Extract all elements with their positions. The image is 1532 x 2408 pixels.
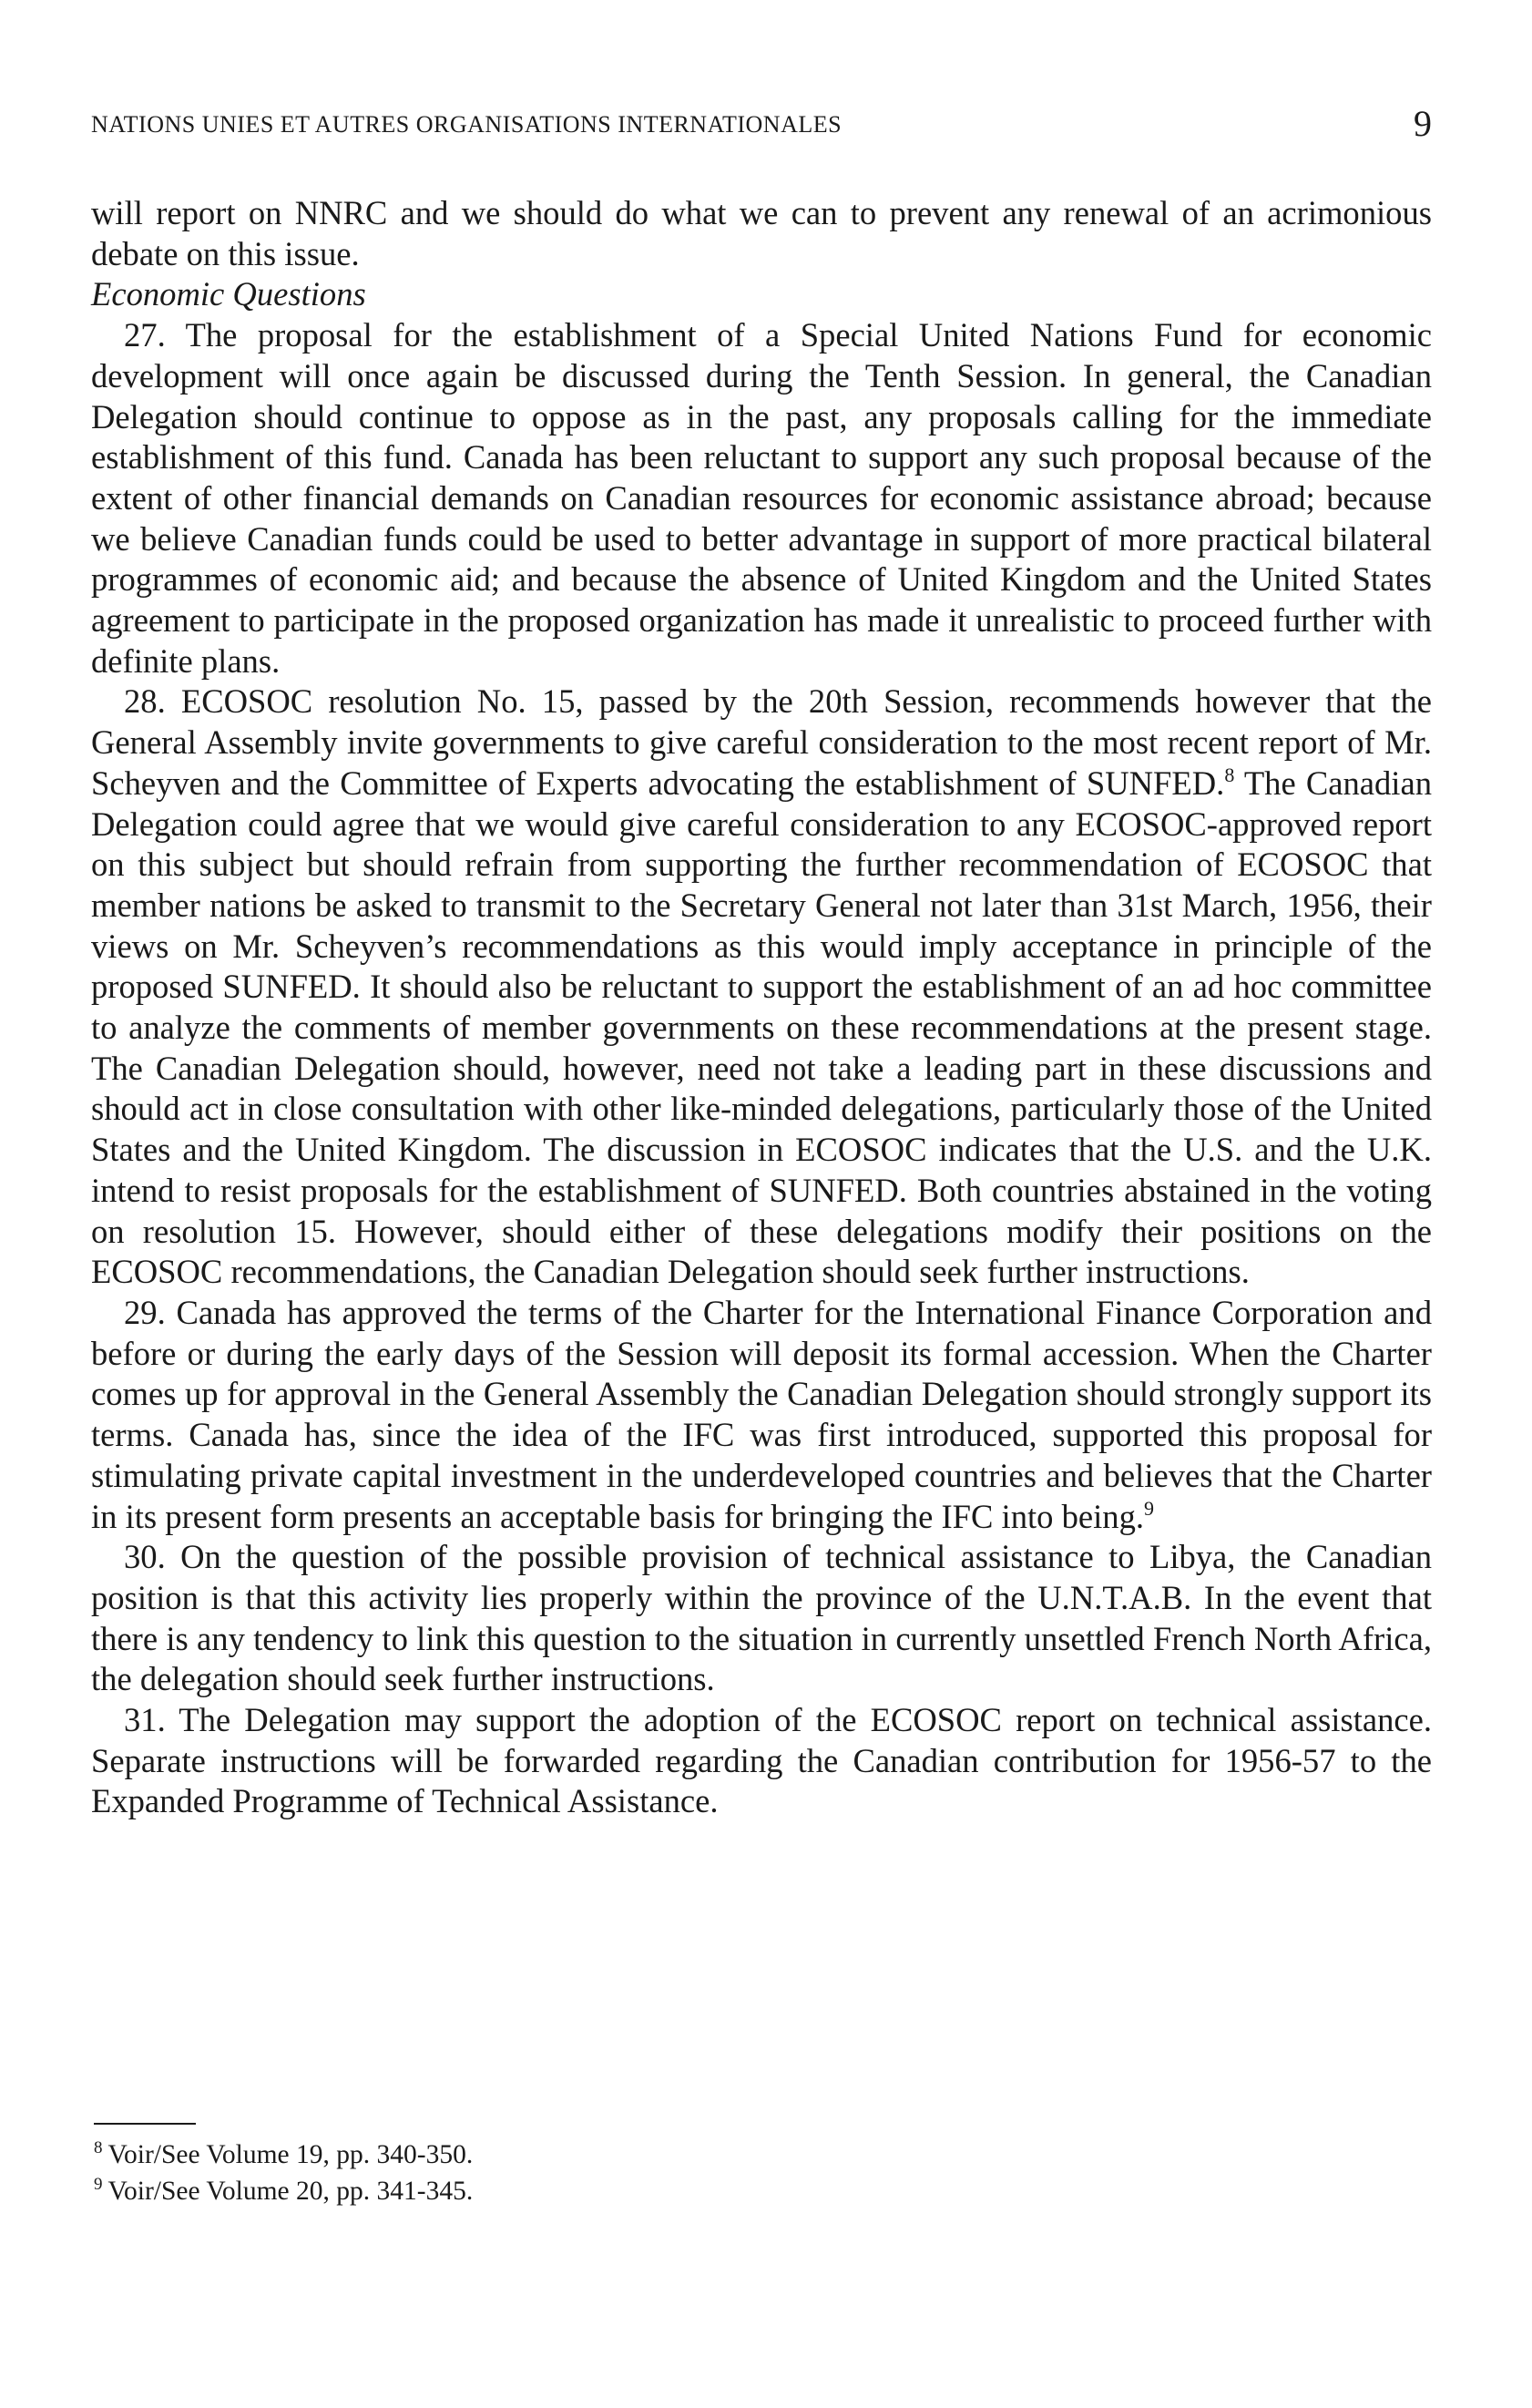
paragraph-text: Canada has approved the terms of the Charter for the International Finance Corporation and before or during the early days of the Session will deposit its formal accession. When the Charter comes up for approval in the General Assembly the Canadian Delegation should strongly support its terms. Canada has, since the idea of the IFC was first introduced, supported this proposal for stimulating private capital investment in the underdeveloped countries and believes that the Charter in its present form presents an acceptable basis for bringing the IFC into being. [91,1293,1432,1535]
continuation-paragraph: will report on NNRC and we should do what we can to prevent any renewal of an acrimonious debate on this issue. [91,194,1432,272]
running-header [91,102,1432,142]
body-text [91,193,1432,1822]
footnote-divider [94,2123,196,2125]
running-title: NATIONS UNIES ET AUTRES ORGANISATIONS INTERNATIONALES [91,111,843,138]
paragraph-30 [91,1537,1432,1700]
paragraph-31 [91,1700,1432,1822]
footnote-text: Voir/See Volume 19, pp. 340-350. [107,2140,474,2169]
footnote-marker: 9 [94,2175,103,2194]
footnote-text: Voir/See Volume 20, pp. 341-345. [107,2177,474,2206]
paragraph-text: ECOSOC resolution No. 15, passed by the 20th Session, recommends however that the General Assembly invite governments to give careful consideration to the most recent report of Mr. Scheyven and the Committee of Experts advocating the establishment of SUNFED. [91,682,1432,802]
paragraph-28 [91,681,1432,1293]
footnotes [94,2136,1435,2209]
footnote-reference: 8 [1224,763,1235,786]
paragraph-number: 27. [124,316,166,354]
paragraph-29 [91,1293,1432,1537]
footnote-marker: 8 [94,2138,103,2157]
paragraph-text: On the question of the possible provision of technical assistance to Libya, the Canadian position is that this activity lies properly within the province of the U.N.T.A.B. In the event that there is any tendency to link this question to the situation in currently unsettled French North Africa, the delegation should seek further instructions. [91,1538,1432,1698]
paragraph-text: The Delegation may support the adoption of the ECOSOC report on technical assistance. Separate instructions will be forwarded regarding the Canadian contribution for 1956-57 to the Expanded Programme of Technical Assistance. [91,1701,1432,1820]
paragraph-text-continued: The Canadian Delegation could agree that we would give careful consideration to any ECOSOC-approved report on this subject but should refrain from supporting the further recommendation of ECOSOC that member nations be asked to transmit to the Secretary General not later than 31st March, 1956, their views on Mr. Scheyven’s recommendations as this would imply acceptance in principle of the proposed SUNFED. It should also be reluctant to support the establishment of an ad hoc committee to analyze the comments of member governments on these recommendations at the present stage. The Canadian Delegation should, however, need not take a leading part in these discussions and should act in close consultation with other like-minded delegations, particularly those of the United States and the United Kingdom. The discussion in ECOSOC indicates that the U.S. and the U.K. intend to resist proposals for the establishment of SUNFED. Both countries abstained in the voting on resolution 15. However, should either of these delegations modify their positions on the ECOSOC recommendations, the Canadian Delegation should seek further instructions. [91,763,1432,1291]
paragraph-27 [91,315,1432,681]
section-heading: Economic Questions [91,275,366,313]
paragraph-text: The proposal for the establishment of a Special United Nations Fund for economic development will once again be discussed during the Tenth Session. In general, the Canadian Delegation should continue to oppose as in the past, any proposals calling for the immediate establishment of this fund. Canada has been reluctant to support any such proposal because of the extent of other financial demands on Canadian resources for economic assistance abroad; because we believe Canadian funds could be used to better advantage in support of more practical bilateral programmes of economic aid; and because the absence of United Kingdom and the United States agreement to participate in the proposed organization has made it unrealistic to proceed further with definite plans. [91,316,1432,680]
paragraph-number: 29. [124,1293,166,1331]
paragraph-number: 30. [124,1538,166,1576]
paragraph-number: 28. [124,682,166,721]
footnote-reference: 9 [1144,1496,1154,1520]
footnote-8 [94,2136,1435,2173]
footnote-9 [94,2173,1435,2209]
paragraph-number: 31. [124,1701,166,1739]
page-number: 9 [1414,103,1432,144]
